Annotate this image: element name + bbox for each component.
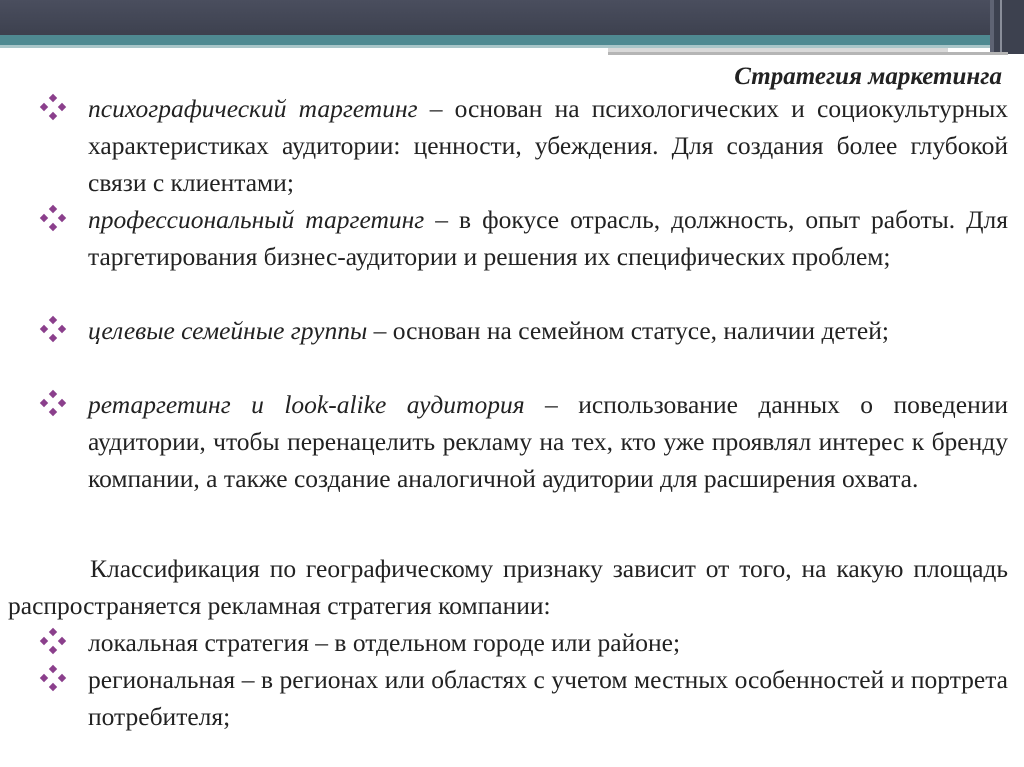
item-text: региональная – в регионах или областях с учетом местных особенностей и портрета потребителя; — [88, 665, 1008, 731]
item-text: – основан на психологических и социокультурных характеристиках аудитории: ценности, убеждения. Для создания более глубокой связи с клиентами; — [88, 94, 1008, 197]
bullet-diamond — [49, 628, 57, 636]
list-item — [88, 386, 1008, 497]
bullet-diamond — [49, 646, 57, 654]
item-text: локальная стратегия – в отдельном городе или районе; — [88, 628, 681, 657]
bullet-diamond — [49, 390, 57, 398]
item-term: ретаргетинг и look-alike аудитория — [88, 390, 525, 419]
bullet-diamond — [49, 94, 57, 102]
diamond-bullet-icon — [38, 92, 68, 122]
list-item — [88, 624, 1008, 661]
bullet-diamond — [49, 205, 57, 213]
bullet-diamond — [49, 316, 57, 324]
item-text: – в фокусе отрасль, должность, опыт работы. Для таргетирования бизнес-аудитории и решения их специфических проблем; — [88, 205, 1009, 271]
bullet-diamond — [40, 637, 48, 645]
bullet-diamond — [58, 399, 66, 407]
bullet-diamond — [58, 214, 66, 222]
diamond-bullet-icon — [38, 314, 68, 344]
diamond-bullet-icon — [38, 388, 68, 418]
item-term: целевые семейные группы — [88, 316, 368, 345]
list-item — [88, 90, 1008, 201]
item-text: – использование данных о поведении аудитории, чтобы перенацелить рекламу на тех, кто уже проявлял интерес к бренду компании, а также создание аналогичной аудитории для расширения охвата. — [88, 390, 1009, 493]
diamond-bullet-icon — [38, 203, 68, 233]
bullet-diamond — [58, 674, 66, 682]
item-term: профессиональный таргетинг — [88, 205, 425, 234]
bullet-diamond — [40, 214, 48, 222]
bullet-diamond — [49, 112, 57, 120]
bullet-diamond — [40, 399, 48, 407]
item-term: психографический таргетинг — [88, 94, 418, 123]
bullet-diamond — [49, 683, 57, 691]
item-text: – основан на семейном статусе, наличии детей; — [367, 316, 889, 345]
bullet-diamond — [49, 408, 57, 416]
slide-title: Стратегия маркетинга — [734, 63, 1002, 90]
bullet-diamond — [40, 103, 48, 111]
bullet-diamond — [49, 223, 57, 231]
list-item — [88, 201, 1008, 275]
bullet-diamond — [49, 665, 57, 673]
diamond-bullet-icon — [38, 626, 68, 656]
bullet-diamond — [58, 637, 66, 645]
bullet-diamond — [40, 674, 48, 682]
paragraph: Классификация по географическому признаку зависит от того, на какую площадь распространяется рекламная стратегия компании: — [8, 554, 1008, 620]
bullet-diamond — [58, 103, 66, 111]
bullet-diamond — [58, 325, 66, 333]
list-item — [88, 661, 1008, 735]
bullet-diamond — [49, 334, 57, 342]
list-item — [88, 312, 1008, 349]
bullet-diamond — [40, 325, 48, 333]
diamond-bullet-icon — [38, 663, 68, 693]
